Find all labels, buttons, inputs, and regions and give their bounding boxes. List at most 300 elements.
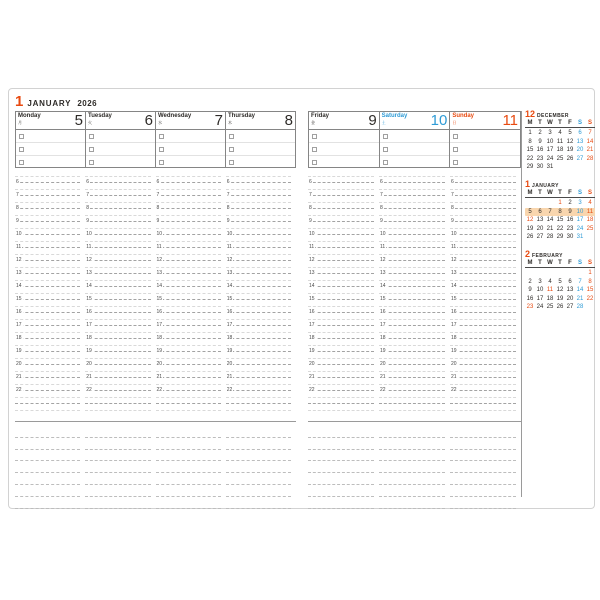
- day-name-label: Wednesday: [158, 113, 192, 119]
- date-cell: 21: [546, 225, 554, 232]
- date-cell: 27: [536, 234, 544, 241]
- date-cell: 5: [558, 278, 562, 285]
- date-cell: 28: [576, 304, 584, 311]
- hour-label: 17: [86, 322, 92, 328]
- checkbox: [312, 147, 317, 152]
- date-cell: 22: [556, 225, 564, 232]
- hour-label: 16: [226, 309, 233, 315]
- day-header-wednesday: [156, 112, 225, 130]
- calendar-month-name: JANUARY: [532, 182, 559, 189]
- calendar-week-row: [525, 295, 595, 304]
- date-cell: 4: [588, 199, 592, 206]
- notes-line: [450, 497, 516, 509]
- date-cell: 31: [576, 234, 584, 241]
- hour-label: 20: [156, 361, 163, 367]
- weekday-label: S: [577, 120, 582, 126]
- hour-label: 7: [16, 192, 19, 198]
- notes-line: [308, 450, 374, 462]
- checkbox-row: [156, 155, 225, 168]
- notes-line: [226, 485, 291, 497]
- date-cell: 12: [566, 138, 574, 145]
- day-header-friday: [309, 112, 379, 130]
- hour-label: 15: [380, 296, 386, 302]
- day-timeline-thursday: [226, 168, 296, 421]
- date-cell: 19: [526, 225, 534, 232]
- day-notes-saturday: [379, 426, 450, 509]
- date-cell: 28: [586, 155, 594, 162]
- date-cell: 8: [588, 278, 592, 285]
- date-cell: 16: [536, 147, 544, 154]
- hour-label: 19: [86, 348, 92, 354]
- checkbox-row: [309, 155, 379, 168]
- day-kanji-label: 土: [381, 120, 386, 125]
- date-cell: 10: [536, 287, 544, 294]
- hour-label: 10: [86, 231, 92, 237]
- hour-label: 11: [156, 244, 162, 250]
- weekday-label: S: [587, 120, 592, 126]
- weekday-label: S: [577, 259, 582, 266]
- date-cell: 1: [588, 269, 592, 276]
- weekday-label: F: [568, 189, 572, 196]
- day-timeline-sunday: [450, 168, 521, 421]
- day-kanji-label: 火: [88, 120, 92, 125]
- calendar-title: [525, 249, 595, 259]
- day-column-sunday: [449, 112, 520, 167]
- day-kanji-label: 金: [311, 120, 315, 125]
- hour-label: 9: [380, 218, 383, 224]
- date-cell: 12: [556, 287, 564, 294]
- date-cell: 14: [576, 287, 584, 294]
- notes-line: [379, 485, 445, 497]
- date-cell: [555, 163, 565, 172]
- hour-label: 18: [86, 335, 92, 341]
- day-notes-sunday: [450, 426, 521, 509]
- day-header-sunday: [450, 112, 520, 130]
- day-header-thursday: [226, 112, 295, 130]
- date-cell: 1: [528, 130, 532, 136]
- hour-label: 15: [86, 296, 92, 302]
- hour-label: 9: [451, 218, 454, 224]
- checkbox: [229, 134, 234, 139]
- day-name-label: Friday: [311, 113, 330, 119]
- hour-label: 22: [226, 387, 233, 393]
- date-cell: 22: [586, 295, 594, 302]
- hour-label: 6: [16, 179, 19, 185]
- calendar-week-row: [525, 146, 595, 155]
- hour-label: 7: [226, 192, 230, 198]
- date-cell: 14: [546, 217, 554, 224]
- hour-label: 8: [156, 205, 160, 211]
- hour-label: 17: [226, 322, 233, 328]
- day-name-label: Monday: [18, 113, 41, 119]
- weekday-label: M: [527, 189, 533, 196]
- notes-line: [156, 473, 221, 485]
- calendar-week-row: [525, 163, 595, 172]
- day-column-friday: [309, 112, 379, 167]
- date-cell: 29: [556, 234, 564, 241]
- weekday-label: S: [587, 259, 592, 266]
- hour-label: 14: [380, 283, 386, 289]
- hour-label: 15: [156, 296, 163, 302]
- day-number: 11: [502, 112, 519, 129]
- hour-label: 11: [86, 244, 92, 250]
- date-cell: 1: [558, 199, 562, 206]
- hour-label: 20: [16, 361, 22, 367]
- checkbox-row: [16, 142, 85, 155]
- checkbox-row: [156, 142, 225, 155]
- hour-label: 9: [156, 218, 160, 224]
- weekday-label: T: [558, 259, 562, 266]
- weekday-label: W: [547, 120, 553, 126]
- weekday-label: M: [527, 120, 533, 126]
- day-number: 6: [144, 112, 153, 129]
- hour-label: 6: [309, 179, 312, 185]
- notes-line: [85, 461, 150, 473]
- hour-label: 15: [309, 296, 315, 302]
- checkbox: [312, 134, 317, 139]
- day-kanji-label: 木: [228, 120, 232, 125]
- hour-label: 20: [451, 361, 457, 367]
- notes-line: [308, 461, 374, 473]
- notes-line: [15, 461, 80, 473]
- hour-label: 9: [86, 218, 90, 224]
- date-cell: [575, 163, 585, 172]
- checkbox: [19, 160, 24, 165]
- mini-calendar-december: [525, 109, 595, 172]
- date-cell: 11: [586, 208, 594, 215]
- checkbox: [453, 134, 458, 139]
- hour-label: 18: [226, 335, 233, 341]
- checkbox: [383, 134, 388, 139]
- hour-label: 10: [156, 231, 163, 237]
- day-timeline-saturday: [379, 168, 450, 421]
- year-label: 2026: [77, 99, 98, 108]
- day-kanji-label: 日: [452, 120, 457, 125]
- calendar-week-row: [525, 278, 595, 287]
- date-cell: 3: [548, 130, 552, 136]
- date-cell: 5: [528, 208, 532, 215]
- hour-label: 15: [451, 296, 457, 302]
- notes-line: [85, 438, 150, 450]
- hour-label: 22: [156, 387, 163, 393]
- hour-label: 6: [380, 179, 383, 185]
- notes-line: [379, 461, 445, 473]
- date-cell: 19: [566, 147, 574, 154]
- hour-label: 21: [380, 374, 386, 380]
- right-timeline-grid: [308, 168, 521, 421]
- date-cell: 20: [576, 147, 584, 154]
- right-divider-line: [308, 421, 521, 422]
- notes-line: [379, 426, 445, 438]
- day-column-wednesday: [155, 112, 225, 167]
- notes-line: [156, 426, 221, 438]
- calendar-week-row: [525, 138, 595, 147]
- checkbox: [383, 147, 388, 152]
- date-cell: 16: [526, 295, 534, 302]
- hour-label: 21: [86, 374, 92, 380]
- date-cell: 27: [566, 304, 574, 311]
- calendar-week-row: [525, 155, 595, 164]
- date-cell: 4: [548, 278, 552, 285]
- weekday-label: W: [547, 189, 553, 196]
- hour-label: 6: [451, 179, 454, 185]
- hour-label: 14: [226, 283, 233, 289]
- day-notes-monday: [15, 426, 85, 509]
- left-notes-area: [15, 426, 296, 509]
- calendar-month-number: 2: [525, 248, 531, 259]
- hour-label: 8: [226, 205, 230, 211]
- date-cell: 13: [566, 287, 574, 294]
- hour-label: 12: [226, 257, 233, 263]
- date-cell: [555, 269, 565, 278]
- hour-label: 22: [16, 387, 22, 393]
- day-notes-thursday: [226, 426, 296, 509]
- date-cell: 9: [568, 208, 572, 215]
- date-cell: 18: [546, 295, 554, 302]
- date-cell: [565, 269, 575, 278]
- notes-line: [156, 485, 221, 497]
- day-notes-friday: [308, 426, 379, 509]
- checkbox: [453, 147, 458, 152]
- hour-label: 19: [380, 348, 386, 354]
- checkbox: [19, 134, 24, 139]
- hour-label: 6: [86, 179, 90, 185]
- day-timeline-monday: [15, 168, 85, 421]
- calendar-weekday-header: [525, 189, 595, 198]
- hour-label: 12: [16, 257, 22, 263]
- date-cell: 21: [576, 295, 584, 302]
- notes-line: [15, 485, 80, 497]
- date-cell: 30: [536, 164, 544, 171]
- checkbox: [229, 160, 234, 165]
- hour-label: 8: [86, 205, 90, 211]
- checkbox-row: [380, 130, 450, 142]
- date-cell: 9: [528, 287, 532, 294]
- date-cell: 10: [546, 138, 554, 145]
- date-cell: 18: [586, 217, 594, 224]
- date-cell: 26: [566, 155, 574, 162]
- hour-label: 19: [156, 348, 163, 354]
- date-cell: 20: [536, 225, 544, 232]
- hour-label: 14: [309, 283, 315, 289]
- notes-line: [156, 461, 221, 473]
- left-divider-line: [15, 421, 296, 422]
- day-column-saturday: [379, 112, 450, 167]
- hour-label: 10: [16, 231, 22, 237]
- checkbox-row: [16, 155, 85, 168]
- hour-label: 21: [226, 374, 233, 380]
- hour-label: 18: [451, 335, 457, 341]
- notes-line: [156, 450, 221, 462]
- day-header-monday: [16, 112, 85, 130]
- hour-label: 22: [86, 387, 92, 393]
- date-cell: [525, 269, 535, 278]
- checkbox: [229, 147, 234, 152]
- date-cell: 7: [578, 278, 582, 285]
- date-cell: [535, 269, 545, 278]
- checkbox-row: [450, 130, 520, 142]
- hour-label: 13: [86, 270, 92, 276]
- hour-label: 11: [16, 244, 22, 250]
- notes-line: [15, 438, 80, 450]
- day-name-label: Saturday: [381, 113, 408, 119]
- hour-label: 15: [226, 296, 233, 302]
- date-cell: 28: [546, 234, 554, 241]
- hour-label: 13: [451, 270, 457, 276]
- hour-label: 13: [226, 270, 233, 276]
- left-page: [15, 111, 296, 509]
- calendar-weekday-header: [525, 119, 595, 128]
- hour-label: 6: [156, 179, 160, 185]
- checkbox-row: [86, 142, 155, 155]
- checkbox-row: [309, 130, 379, 142]
- date-cell: 12: [526, 217, 534, 224]
- notes-line: [226, 438, 291, 450]
- date-cell: [545, 199, 555, 208]
- hour-label: 12: [86, 257, 92, 263]
- hour-label: 13: [16, 270, 22, 276]
- hour-label: 16: [451, 309, 457, 315]
- calendar-title: [525, 109, 595, 119]
- notes-line: [226, 426, 291, 438]
- mini-calendar-sidebar: [525, 109, 595, 319]
- hour-label: 11: [226, 244, 232, 250]
- hour-label: 7: [309, 192, 312, 198]
- day-timeline-wednesday: [156, 168, 226, 421]
- hour-label: 9: [309, 218, 312, 224]
- calendar-week-row: [525, 199, 595, 208]
- hour-label: 17: [309, 322, 315, 328]
- date-cell: 3: [538, 278, 542, 285]
- sidebar-divider-line: [521, 111, 522, 497]
- notes-line: [85, 497, 150, 509]
- weekday-label: S: [577, 189, 582, 196]
- date-cell: 27: [576, 155, 584, 162]
- notes-line: [156, 438, 221, 450]
- hour-label: 12: [309, 257, 315, 263]
- hour-label: 21: [156, 374, 163, 380]
- hour-label: 12: [451, 257, 457, 263]
- date-cell: [575, 269, 585, 278]
- hour-label: 8: [380, 205, 383, 211]
- weekday-label: S: [587, 189, 592, 196]
- date-cell: 18: [556, 147, 564, 154]
- notes-line: [15, 450, 80, 462]
- hour-label: 11: [309, 244, 315, 250]
- date-cell: 25: [586, 225, 594, 232]
- hour-label: 10: [309, 231, 315, 237]
- hour-label: 7: [380, 192, 383, 198]
- weekday-label: T: [538, 259, 542, 266]
- checkbox-row: [226, 155, 295, 168]
- day-number: 8: [284, 112, 293, 129]
- right-page: [308, 111, 521, 509]
- weekday-label: T: [538, 120, 542, 126]
- date-cell: 24: [546, 155, 554, 162]
- date-cell: 9: [538, 138, 542, 145]
- calendar-month-number: 12: [525, 109, 536, 119]
- date-cell: 16: [566, 217, 574, 224]
- checkbox-row: [226, 130, 295, 142]
- hour-label: 16: [309, 309, 315, 315]
- date-cell: [545, 269, 555, 278]
- checkbox: [159, 160, 164, 165]
- checkbox-row: [226, 142, 295, 155]
- notes-line: [226, 461, 291, 473]
- date-cell: 11: [556, 138, 564, 145]
- notes-line: [308, 426, 374, 438]
- date-cell: 7: [548, 208, 552, 215]
- notes-line: [15, 473, 80, 485]
- notes-line: [226, 497, 291, 509]
- date-cell: [525, 199, 535, 208]
- notes-line: [308, 438, 374, 450]
- checkbox: [453, 160, 458, 165]
- date-cell: 17: [536, 295, 544, 302]
- day-name-label: Thursday: [228, 113, 256, 119]
- hour-label: 21: [451, 374, 457, 380]
- checkbox: [19, 147, 24, 152]
- date-cell: 23: [536, 155, 544, 162]
- hour-label: 11: [380, 244, 386, 250]
- hour-label: 10: [226, 231, 233, 237]
- weekday-label: T: [558, 120, 562, 126]
- day-timeline-tuesday: [85, 168, 155, 421]
- hour-label: 18: [156, 335, 163, 341]
- checkbox: [159, 134, 164, 139]
- calendar-week-row: [525, 129, 595, 138]
- date-cell: 21: [586, 147, 594, 154]
- date-cell: 2: [538, 130, 542, 136]
- date-cell: [585, 233, 595, 242]
- date-cell: 24: [576, 225, 584, 232]
- hour-label: 14: [451, 283, 457, 289]
- checkbox-row: [86, 155, 155, 168]
- hour-label: 22: [451, 387, 457, 393]
- notes-line: [308, 473, 374, 485]
- date-cell: 15: [556, 217, 564, 224]
- weekday-label: F: [568, 259, 572, 266]
- right-day-header-box: [308, 111, 521, 168]
- day-name-label: Tuesday: [88, 113, 112, 119]
- day-notes-tuesday: [85, 426, 155, 509]
- calendar-month-number: 1: [525, 178, 531, 189]
- date-cell: 15: [586, 287, 594, 294]
- notes-line: [85, 485, 150, 497]
- notes-line: [308, 497, 374, 509]
- checkbox-row: [380, 142, 450, 155]
- hour-label: 8: [16, 205, 19, 211]
- weekday-label: T: [538, 189, 542, 196]
- checkbox: [159, 147, 164, 152]
- day-number: 5: [74, 112, 83, 129]
- weekday-label: T: [558, 189, 562, 196]
- calendar-week-row: [525, 303, 595, 312]
- day-timeline-friday: [308, 168, 379, 421]
- hour-label: 18: [16, 335, 22, 341]
- date-cell: 7: [588, 130, 592, 136]
- hour-label: 16: [380, 309, 386, 315]
- day-kanji-label: 水: [158, 120, 162, 125]
- hour-label: 7: [156, 192, 160, 198]
- notes-line: [15, 426, 80, 438]
- hour-label: 19: [309, 348, 315, 354]
- day-number: 9: [368, 112, 377, 129]
- checkbox-row: [380, 155, 450, 168]
- checkbox-row: [16, 130, 85, 142]
- date-cell: 22: [526, 155, 534, 162]
- day-header-saturday: [380, 112, 450, 130]
